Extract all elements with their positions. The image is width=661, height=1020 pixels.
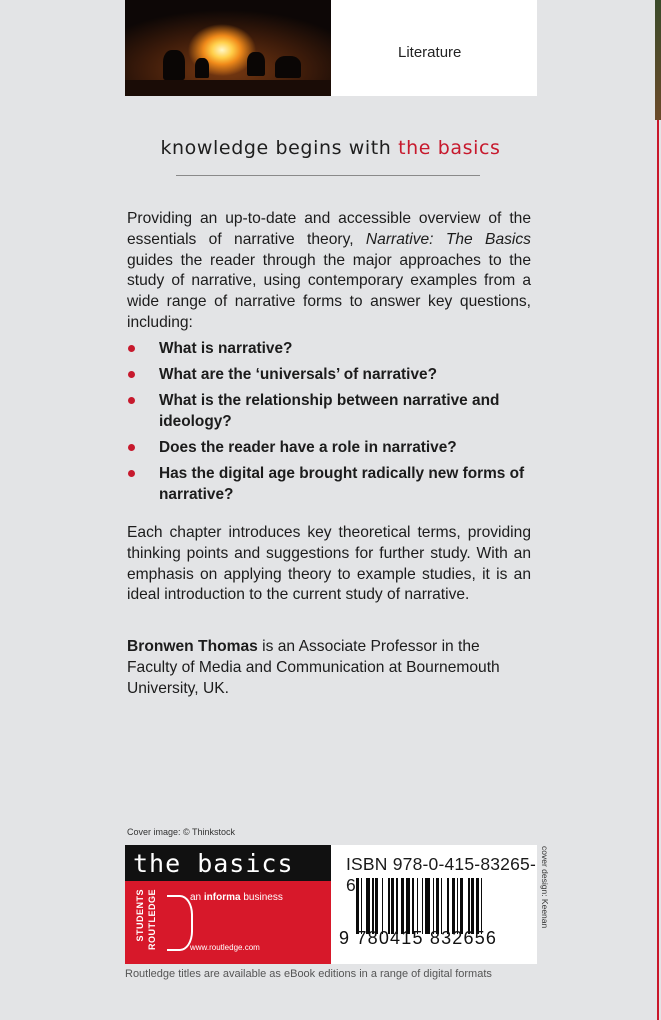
barcode-bar — [366, 878, 371, 934]
isbn-text: ISBN 978-0-415-83265-6 — [346, 854, 537, 895]
series-name-bar — [125, 845, 331, 881]
intro-paragraph — [127, 209, 531, 334]
barcode-bar — [391, 878, 394, 934]
barcode-digits: 9 780415 832656 — [339, 928, 498, 948]
barcode-block — [331, 845, 537, 964]
barcode-bar — [447, 878, 449, 934]
routledge-logo-icon — [135, 887, 165, 959]
edge-strip-red — [657, 120, 659, 1020]
list-item: Has the digital age brought radically new forms of narrative? — [127, 463, 531, 505]
barcode-bar — [460, 878, 463, 934]
author-name: Bronwen Thomas — [127, 638, 258, 655]
barcode-bar — [356, 878, 359, 934]
barcode-bar — [382, 878, 384, 934]
key-questions-list — [127, 338, 531, 510]
cover-design-credit: cover design: Keenan — [540, 846, 550, 929]
figure-silhouette — [163, 50, 185, 80]
barcode-bar — [388, 878, 390, 934]
barcode-bar — [476, 878, 479, 934]
cover-photo-campfire — [125, 0, 331, 96]
list-item: Does the reader have a role in narrative? — [127, 437, 531, 458]
barcode-bars — [356, 878, 526, 934]
list-item: What is the relationship between narrative and ideology? — [127, 390, 531, 432]
barcode-bar — [375, 878, 378, 934]
barcode-bar — [422, 878, 424, 934]
barcode-bar — [425, 878, 430, 934]
bullet-icon — [128, 345, 135, 352]
barcode-bar — [436, 878, 439, 934]
series-name: the basics — [133, 849, 294, 878]
book-title-italic: Narrative: The Basics — [365, 230, 531, 248]
ground-shadow — [125, 80, 331, 96]
logo-text-students: STUDENTS — [135, 889, 145, 942]
barcode-bar — [406, 878, 411, 934]
barcode-bar — [471, 878, 474, 934]
barcode-bar — [401, 878, 404, 934]
barcode-bar — [457, 878, 459, 934]
series-branding — [125, 845, 331, 964]
list-item: What are the ‘universals’ of narrative? — [127, 364, 531, 385]
publisher-url: www.routledge.com — [190, 943, 260, 952]
tagline-prefix: knowledge begins with — [160, 137, 399, 159]
publisher-line: an informa business — [190, 892, 283, 903]
logo-text-routledge: ROUTLEDGE — [147, 889, 157, 951]
author-bio — [127, 637, 531, 699]
barcode-bar — [372, 878, 374, 934]
list-item: What is narrative? — [127, 338, 531, 359]
barcode-bar — [417, 878, 419, 934]
publisher-block — [125, 881, 331, 964]
figure-silhouette — [275, 56, 301, 78]
barcode-bar — [481, 878, 483, 934]
tagline-divider — [176, 175, 480, 176]
barcode-bar — [396, 878, 398, 934]
barcode-bar — [468, 878, 470, 934]
category-box — [331, 0, 537, 96]
bullet-icon — [128, 397, 135, 404]
barcode-bar — [412, 878, 414, 934]
chapter-description: Each chapter introduces key theoretical terms, providing thinking points and suggestions for further study. With an emphasis on applying theory to example studies, it is an ideal introduction to the current study of narrative. — [127, 524, 531, 604]
barcode-bar — [441, 878, 443, 934]
barcode-bar — [361, 878, 363, 934]
tagline — [0, 137, 661, 159]
author-bio-text: is an Associate Professor in the Faculty of Media and Communication at Bournemouth University, UK. — [127, 638, 500, 697]
bullet-icon — [128, 371, 135, 378]
cover-image-credit: Cover image: © Thinkstock — [127, 827, 236, 837]
category-label: Literature — [398, 44, 462, 61]
figure-silhouette — [247, 52, 265, 76]
edge-strip-dark — [655, 0, 661, 120]
bullet-icon — [128, 444, 135, 451]
figure-silhouette — [195, 58, 209, 78]
barcode-bar — [433, 878, 435, 934]
barcode-bar — [452, 878, 455, 934]
intro-text-1: Providing an up-to-date and accessible overview of the essentials of narrative theory, — [127, 210, 531, 248]
ebook-availability-note: Routledge titles are available as eBook editions in a range of digital formats — [125, 968, 492, 980]
tagline-highlight: the basics — [398, 137, 501, 159]
intro-text-2: guides the reader through the major approaches to the study of narrative, using contemporary examples from a wide range of narrative forms to answer key questions, including: — [127, 251, 531, 331]
bullet-icon — [128, 470, 135, 477]
